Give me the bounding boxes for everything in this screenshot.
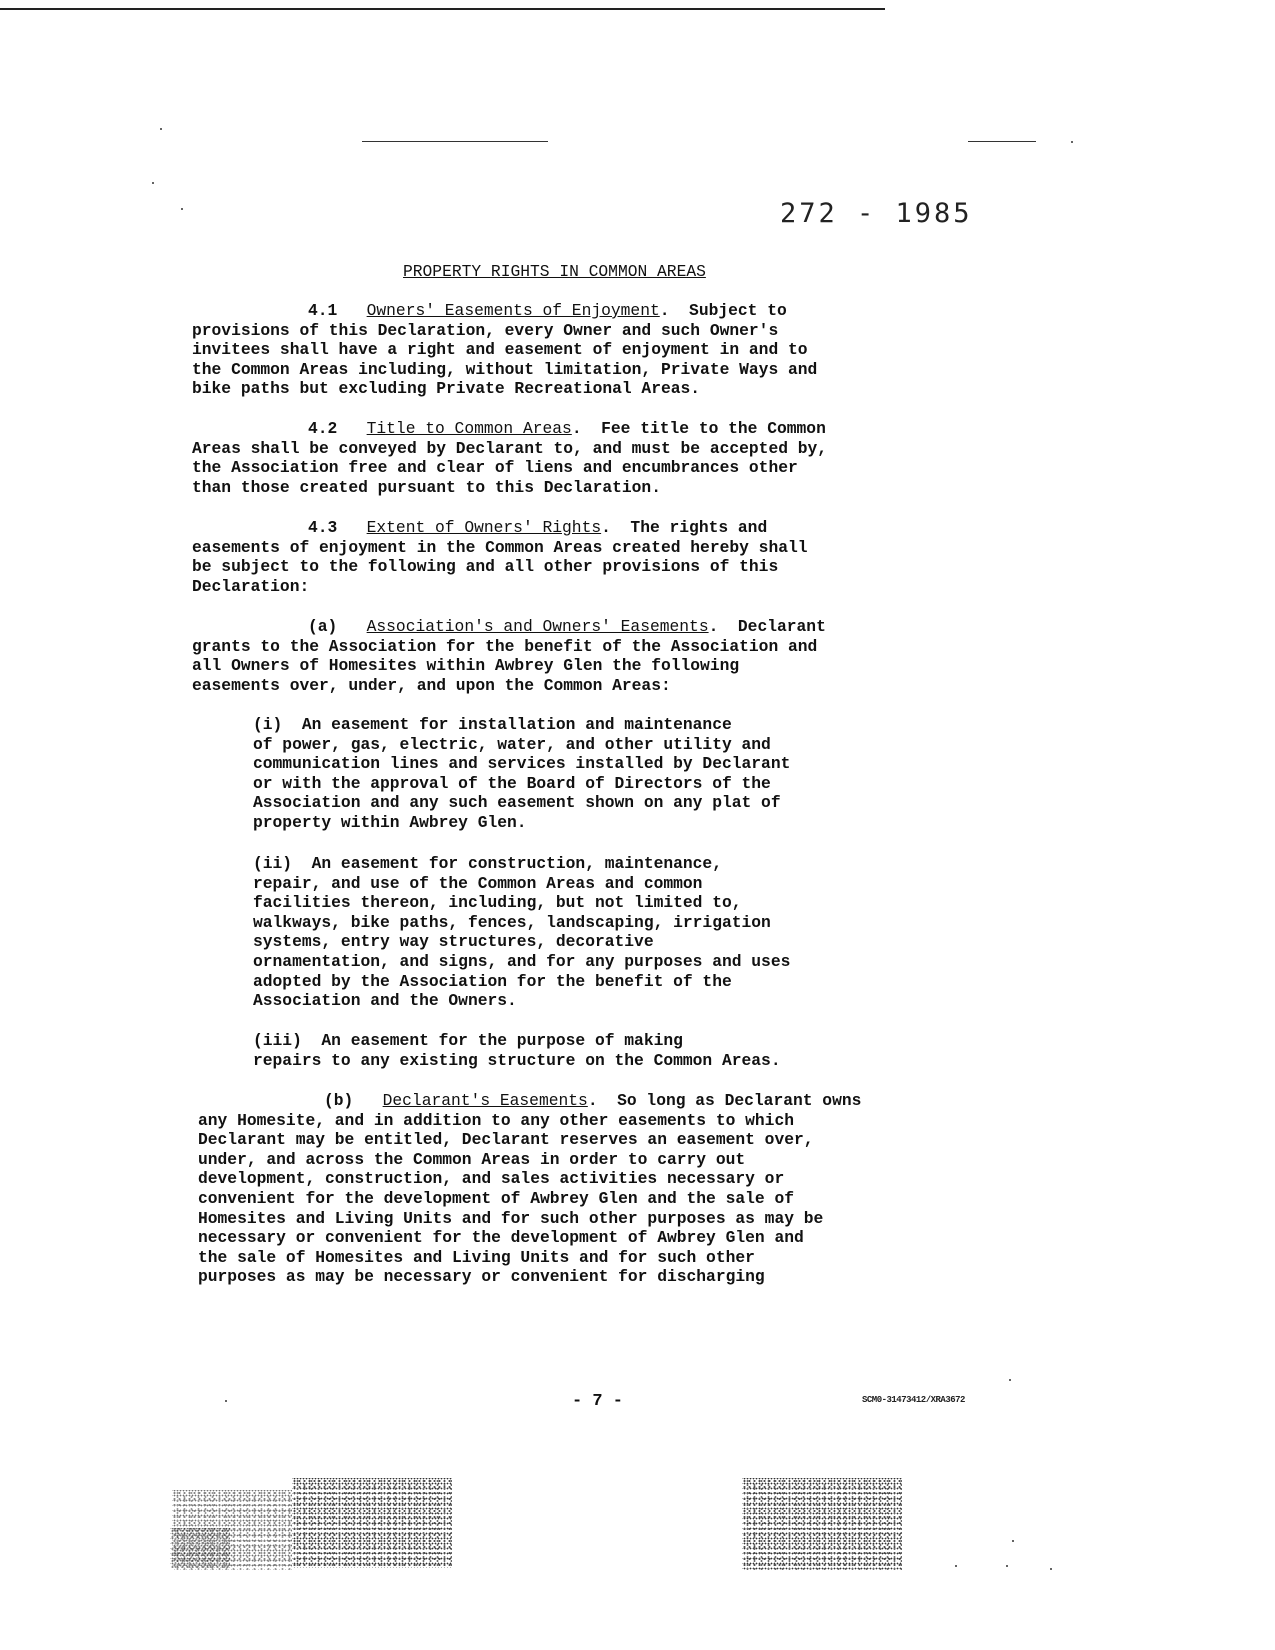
subparagraph-ii: (ii) An easement for construction, maintenance, repair, and use of the Common Areas and common facilities thereon, including, but not limited to, walkways, bike paths, fences, landscaping, irrigation systems, entry way structures, decorative ornamentation, and signs, and for any purposes and uses adopted by the Association for the benefit of the Association and the Owners.	[253, 854, 791, 1011]
page-number: - 7 -	[572, 1392, 624, 1411]
paragraph-line-continuation: . Declarant	[708, 617, 826, 636]
paragraph-body: any Homesite, and in addition to any other easements to which Declarant may be entitled, Declarant reserves an easement over, under, and across the Common Areas in order to carry out development, construction, and sales activities necessary or convenient for the development of Awbrey Glen and the sale of Homesites and Living Units and for such other purposes as may be necessary or convenient for the development of Awbrey Glen and the sale of Homesites and Living Units and for such other purposes as may be necessary or convenient for discharging	[198, 1110, 824, 1287]
paragraph-body: grants to the Association for the benefit of the Association and all Owners of Homesites within Awbrey Glen the following easements over, under, and upon the Common Areas:	[192, 636, 818, 695]
paragraph-body: easements of enjoyment in the Common Areas created hereby shall be subject to the following and all other provisions of this Declaration:	[192, 537, 808, 596]
paragraph-heading: Association's and Owners' Easements	[366, 617, 709, 636]
document-number: 272 - 1985	[780, 198, 973, 229]
paragraph-heading: Owners' Easements of Enjoyment	[366, 301, 660, 320]
paragraph-4-1	[192, 301, 817, 399]
paragraph-line-continuation: . Fee title to the Common	[571, 419, 826, 438]
scan-speck	[152, 182, 154, 184]
scan-noise-left-dense	[292, 1478, 452, 1568]
paragraph-line-continuation: . So long as Declarant owns	[587, 1091, 862, 1110]
paragraph-number: (a)	[308, 617, 338, 636]
paragraph-number: 4.1	[308, 301, 338, 320]
paragraph-body: provisions of this Declaration, every Owner and such Owner's invitees shall have a right and easement of enjoyment in and to the Common Areas including, without limitation, Private Ways and bike paths but excluding Private Recreational Areas.	[192, 320, 818, 399]
scan-speck	[1071, 141, 1073, 143]
paragraph-number: 4.3	[308, 518, 338, 537]
subparagraph-iii: (iii) An easement for the purpose of making repairs to any existing structure on the Common Areas.	[253, 1031, 781, 1070]
paragraph-number: 4.2	[308, 419, 338, 438]
scan-speck	[1006, 1565, 1008, 1567]
top-rule	[0, 8, 885, 10]
scan-speck	[955, 1565, 957, 1567]
scan-speck	[1009, 1379, 1011, 1381]
paragraph-number: (b)	[324, 1091, 354, 1110]
paragraph-b	[198, 1091, 861, 1287]
paragraph-line-continuation: . Subject to	[659, 301, 787, 320]
scan-speck	[1050, 1568, 1052, 1570]
paragraph-line-continuation: . The rights and	[601, 518, 768, 537]
section-title: PROPERTY RIGHTS IN COMMON AREAS	[403, 262, 706, 281]
paragraph-heading: Extent of Owners' Rights	[366, 518, 602, 537]
scan-speck	[160, 128, 162, 130]
paragraph-body: Areas shall be conveyed by Declarant to, and must be accepted by, the Association free and clear of liens and encumbrances other than those created pursuant to this Declaration.	[192, 438, 828, 497]
paragraph-heading: Declarant's Easements	[382, 1091, 588, 1110]
subparagraph-i: (i) An easement for installation and maintenance of power, gas, electric, water, and other utility and communication lines and services installed by Declarant or with the approval of the Board of Directors of the Association and any such easement shown on any plat of property within Awbrey Glen.	[253, 715, 791, 832]
scan-noise-left-edge	[170, 1528, 230, 1568]
scan-speck	[181, 208, 183, 210]
paragraph-4-3	[192, 518, 808, 596]
document-code: SCM0-31473412/XRA3672	[862, 1395, 965, 1405]
header-rule-right	[968, 141, 1036, 142]
scan-speck	[1012, 1540, 1014, 1542]
paragraph-heading: Title to Common Areas	[366, 419, 572, 438]
paragraph-a	[192, 617, 826, 695]
header-rule-left	[362, 141, 548, 142]
paragraph-4-2	[192, 419, 827, 497]
scan-noise-right	[742, 1478, 902, 1570]
scan-speck	[225, 1400, 227, 1402]
